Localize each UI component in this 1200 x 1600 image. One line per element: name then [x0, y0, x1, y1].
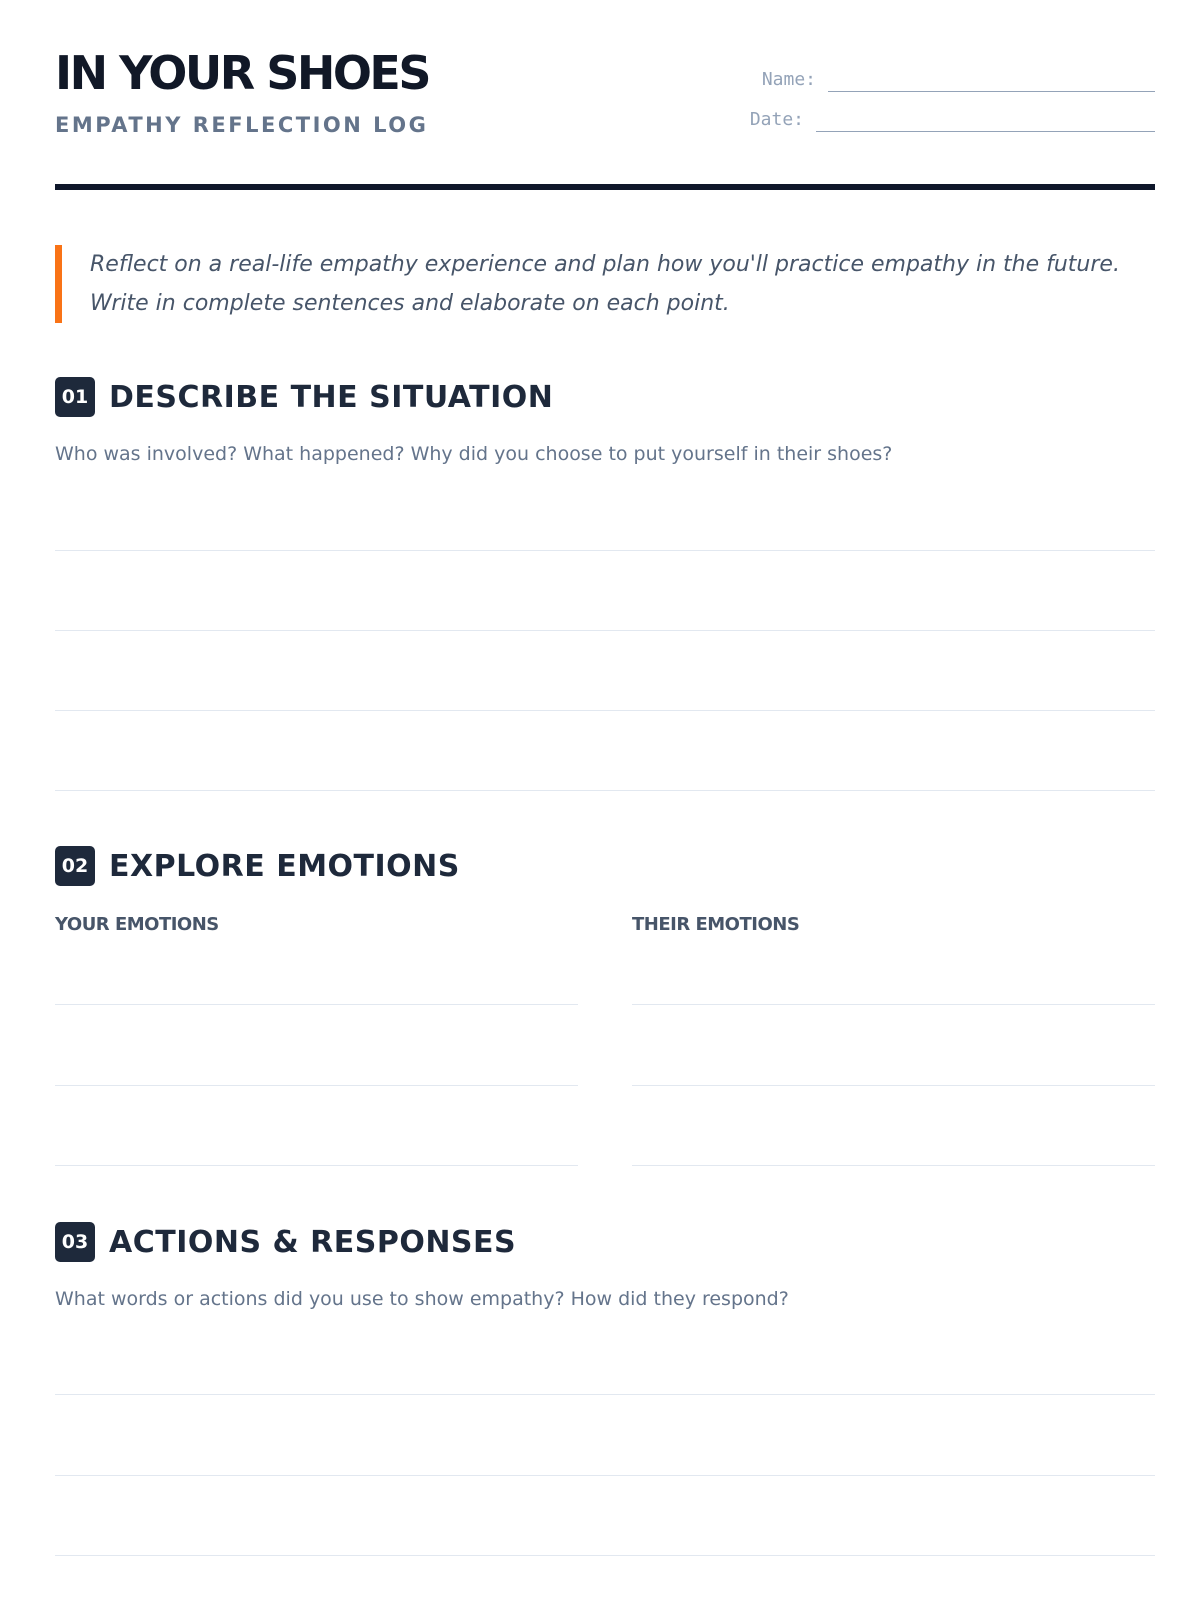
writing-line[interactable]: [55, 1475, 1155, 1476]
name-write-line[interactable]: [828, 90, 1155, 92]
header-divider: [55, 184, 1155, 190]
instructions-line-2: Write in complete sentences and elaborate on each point.: [90, 291, 730, 316]
your-emotions-line[interactable]: [55, 1165, 578, 1166]
section-number-badge: 03: [55, 1222, 95, 1262]
your-emotions-line[interactable]: [55, 1004, 578, 1005]
section-actions-header: [55, 1222, 516, 1262]
section-prompt: What words or actions did you use to show empathy? How did they respond?: [55, 1288, 789, 1310]
section-number-badge: 01: [55, 377, 95, 417]
student-info: [735, 52, 1155, 132]
writing-line[interactable]: [55, 1555, 1155, 1556]
name-field[interactable]: [735, 52, 1155, 92]
writing-line[interactable]: [55, 710, 1155, 711]
section-number-badge: 02: [55, 846, 95, 886]
your-emotions-line[interactable]: [55, 1085, 578, 1086]
section-title: EXPLORE EMOTIONS: [109, 848, 460, 884]
section-emotions-header: [55, 846, 460, 886]
date-field[interactable]: [735, 92, 1155, 132]
date-write-line[interactable]: [816, 130, 1155, 132]
instructions-line-1: Reflect on a real-life empathy experience and plan how you'll practice empathy in the future.: [90, 252, 1120, 277]
name-label: Name:: [761, 69, 816, 90]
section-prompt: Who was involved? What happened? Why did you choose to put yourself in their shoes?: [55, 443, 893, 465]
section-situation-header: [55, 377, 553, 417]
writing-line[interactable]: [55, 630, 1155, 631]
your-emotions-label: YOUR EMOTIONS: [55, 914, 219, 935]
their-emotions-line[interactable]: [632, 1004, 1155, 1005]
date-label: Date:: [749, 109, 804, 130]
instructions-callout: [55, 245, 1155, 323]
page-title: IN YOUR SHOES: [55, 46, 429, 100]
page-subtitle: EMPATHY REFLECTION LOG: [55, 113, 429, 137]
their-emotions-label: THEIR EMOTIONS: [632, 914, 800, 935]
section-title: ACTIONS & RESPONSES: [109, 1224, 517, 1260]
their-emotions-line[interactable]: [632, 1165, 1155, 1166]
section-title: DESCRIBE THE SITUATION: [109, 379, 554, 415]
their-emotions-line[interactable]: [632, 1085, 1155, 1086]
worksheet-page: [55, 0, 1155, 1600]
writing-line[interactable]: [55, 1394, 1155, 1395]
writing-line[interactable]: [55, 550, 1155, 551]
writing-line[interactable]: [55, 790, 1155, 791]
